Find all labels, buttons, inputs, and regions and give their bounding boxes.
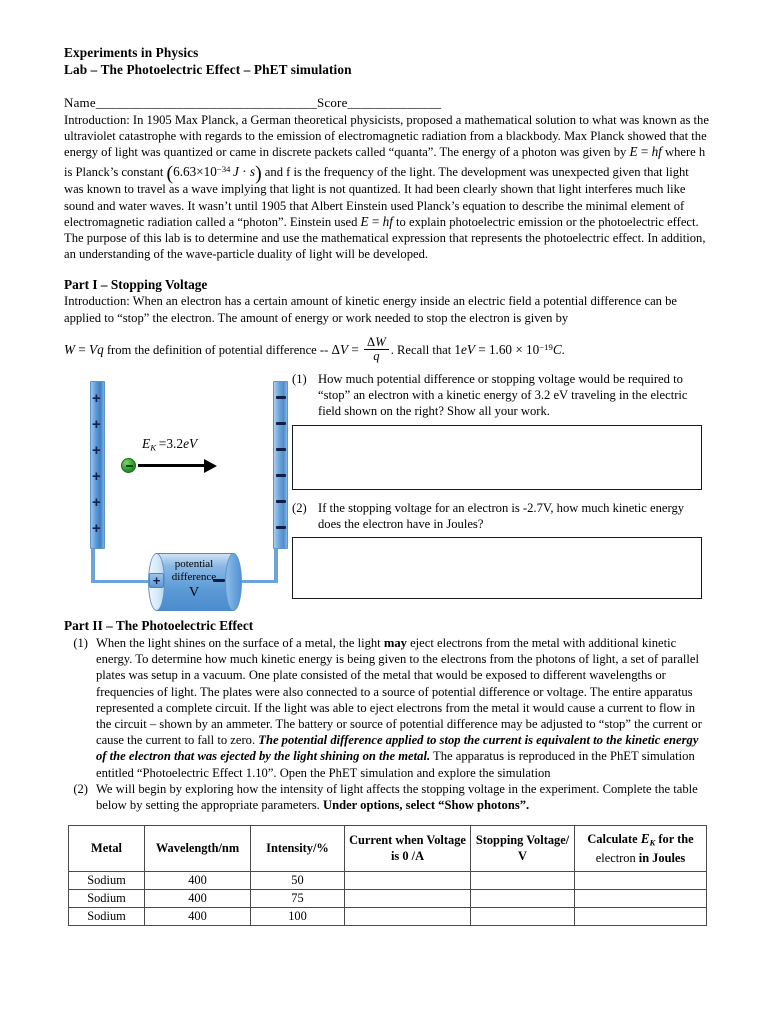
battery-positive-terminal: +	[149, 573, 164, 588]
p2-i2-seg1: We will begin by exploring how the intensity of light affects the stopping voltage in the experiment. Complete the table below by setting the appropriate parameters.	[96, 781, 698, 812]
cell-stopping-voltage[interactable]	[471, 872, 575, 890]
minus-sign-icon	[276, 396, 286, 399]
p2-i1-bold-may: may	[383, 635, 407, 650]
plus-sign-icon: +	[92, 493, 101, 511]
velocity-arrow-icon	[138, 464, 206, 467]
minus-sign-icon	[276, 422, 286, 425]
part-1-questions	[292, 371, 704, 599]
battery-cap-right	[225, 553, 242, 611]
question-1-text: How much potential difference or stopping voltage would be required to “stop” an electron with a kinetic energy of 3.2 eV traveling in the electric field shown on the right? Show all your work.	[318, 371, 688, 419]
minus-sign-icon	[276, 448, 286, 451]
part-1-equation-row	[64, 332, 710, 365]
part-2-item-2-text	[96, 781, 710, 813]
table-body	[69, 872, 707, 926]
p2-i1-bold-italic-statement: The potential difference applied to stop the current is equivalent to the kinetic energy of the electron that was ejected by the light shining on the metal.	[96, 733, 699, 764]
part-2-item-1	[64, 635, 710, 781]
intro-text-d: to explain photoelectric emission or the photoelectric effect. The purpose of this lab is to determine and use the mathematical expression that represents the photoelectric effect. In addition, an understanding of the wave-particle duality of light will be developed.	[64, 214, 706, 262]
table-row	[69, 890, 707, 908]
cell-stopping-voltage[interactable]	[471, 908, 575, 926]
column-header-metal: Metal	[69, 826, 145, 872]
cell-current[interactable]	[345, 872, 471, 890]
question-2	[292, 500, 704, 532]
plus-sign-icon: +	[92, 415, 101, 433]
p2-i1-seg1: When the light shines on the surface of a metal, the light	[96, 635, 384, 650]
table-row	[69, 908, 707, 926]
page-title	[64, 44, 710, 78]
part-2-heading: Part II – The Photoelectric Effect	[64, 617, 254, 633]
title-line-2: Lab – The Photoelectric Effect – PhET simulation	[64, 62, 352, 77]
battery-label	[162, 558, 226, 585]
calc-header-pre: Calculate	[587, 831, 641, 846]
column-header-wavelength: Wavelength/nm	[145, 826, 251, 872]
cell-wavelength[interactable]: 400	[145, 890, 251, 908]
minus-sign-icon	[276, 526, 286, 529]
equation-potential-difference: ΔV = $\frac{\Delta W}{q}$	[331, 342, 390, 357]
column-header-stopping-voltage: Stopping Voltage/ V	[471, 826, 575, 872]
battery-label-line-1: potential	[174, 557, 214, 570]
question-1-answer-box[interactable]	[292, 425, 702, 490]
cell-metal[interactable]: Sodium	[69, 890, 145, 908]
table-row	[69, 872, 707, 890]
p2-i1-seg3: The apparatus is reproduced in the PhET simulation entitled “Photoelectric Effect 1.10”. Open the PhET simulation and explore the simulation	[96, 749, 695, 780]
question-1	[292, 371, 704, 420]
cell-calculated-ek[interactable]	[575, 890, 707, 908]
part-2-item-1-text	[96, 635, 710, 781]
plus-sign-icon: +	[92, 389, 101, 407]
plus-sign-icon: +	[92, 441, 101, 459]
column-header-calculate-ek	[575, 826, 707, 872]
part-1-content-row	[64, 371, 710, 611]
question-2-answer-box[interactable]	[292, 537, 702, 599]
intro-text-a: Introduction: In 1905 Max Planck, a German theoretical physicists, proposed a mathematical solution to what was known as the ultraviolet catastrophe with regards to the emission of electromagnetic radiation from a blackbody. Max Planck showed that the energy of light was quantized or came in discrete packets called “quanta”. The energy of a photon was given by	[64, 113, 709, 160]
circuit-wire-right-vertical	[274, 549, 278, 583]
circuit-wire-left-horizontal	[91, 580, 153, 584]
minus-sign-icon	[276, 500, 286, 503]
circuit-wire-right-horizontal	[239, 580, 277, 584]
cell-current[interactable]	[345, 908, 471, 926]
question-2-text: If the stopping voltage for an electron is -2.7V, how much kinetic energy does the electron have in Joules?	[318, 500, 685, 531]
p2-i2-bold-instruction: Under options, select “Show photons”.	[322, 797, 530, 812]
equation-work: W = Vq	[64, 341, 104, 357]
calc-header-line2-b: in Joules	[638, 850, 686, 865]
equation-period: .	[561, 342, 565, 357]
calc-header-mid: for the	[655, 831, 694, 846]
introduction-paragraph	[64, 112, 710, 262]
part-1-introduction: Introduction: When an electron has a certain amount of kinetic energy inside an electric field a potential difference can be applied to “stop” the electron. The amount of energy or work needed to stop the electron is given by	[64, 294, 677, 325]
cell-intensity[interactable]: 100	[251, 908, 345, 926]
electron-icon	[121, 458, 136, 473]
cell-metal[interactable]: Sodium	[69, 872, 145, 890]
intro-text-b: where h is Planck’s constant	[64, 145, 706, 179]
electric-field-diagram	[76, 375, 306, 600]
part-2-item-2	[64, 781, 710, 813]
cell-metal[interactable]: Sodium	[69, 908, 145, 926]
measurements-table	[68, 825, 707, 926]
question-1-number: (1)	[292, 371, 307, 386]
equation-connector-text: from the definition of potential difference --	[103, 342, 332, 357]
equation-electron-volt: $1eV = 1.60 \times 10^{-19}C$	[454, 341, 562, 357]
battery-source	[148, 553, 242, 611]
minus-sign-icon	[276, 474, 286, 477]
question-2-number: (2)	[292, 500, 307, 515]
battery-unit-label: V	[188, 584, 200, 600]
cell-wavelength[interactable]: 400	[145, 908, 251, 926]
calc-header-line2-a: electron	[595, 850, 639, 865]
column-header-current: Current when Voltage is 0 /A	[345, 826, 471, 872]
equation-energy-photon: E = hf	[629, 144, 662, 160]
table-header-row	[69, 826, 707, 872]
part-2-item-1-number: (1)	[73, 635, 88, 650]
column-header-intensity: Intensity/%	[251, 826, 345, 872]
equation-recall-text: . Recall that	[390, 342, 455, 357]
equation-energy-photon-2: E = hf	[360, 213, 393, 229]
name-score-line[interactable]: Name_________________________________Score______________	[64, 95, 442, 110]
cell-intensity[interactable]: 50	[251, 872, 345, 890]
cell-calculated-ek[interactable]	[575, 872, 707, 890]
battery-label-line-2: difference	[171, 571, 217, 584]
cell-wavelength[interactable]: 400	[145, 872, 251, 890]
negative-plate	[273, 381, 288, 549]
cell-current[interactable]	[345, 890, 471, 908]
plus-sign-icon: +	[92, 519, 101, 537]
calc-header-symbol: $E_K$	[640, 830, 656, 848]
cell-intensity[interactable]: 75	[251, 890, 345, 908]
velocity-arrow-head-icon	[204, 459, 217, 473]
p2-i1-seg2: eject electrons from the metal with additional kinetic energy. To determine how much kinetic energy is being given to the electrons from the photons of light, a set of parallel plates was setup in a vacuum. One plate consisted of the metal that would be exposed to different wavelengths or frequencies of light. The plates were also connected to a source of potential difference or voltage. The entire apparatus represented a complete circuit. If the light was able to eject electrons from the metal it would cause a current to flow in the circuit – shown by an ammeter. The battery or source of potential difference may be adjusted to “stop” the current or cause the current to fall to zero.	[96, 635, 702, 748]
part-2-item-2-number: (2)	[73, 781, 88, 796]
kinetic-energy-label: $E_K =3.2eV$	[142, 435, 198, 453]
part-1-heading: Part I – Stopping Voltage	[64, 277, 208, 293]
plus-sign-icon: +	[92, 467, 101, 485]
cell-calculated-ek[interactable]	[575, 908, 707, 926]
equation-planck-constant: ($6.63\times 10^{-34}$ J · s)	[166, 162, 262, 185]
circuit-wire-left-vertical	[91, 549, 95, 583]
cell-stopping-voltage[interactable]	[471, 890, 575, 908]
intro-text-c: and f is the frequency of the light. The development was unexpected given that light was known to travel as a wave implying that light is not quantized. It had been clearly shown that light interferes much like sound and water waves. It wasn’t until 1905 that Albert Einstein used Planck’s equation to describe the minimal element of electromagnetic radiation called a “photon”. Einstein used	[64, 164, 689, 229]
title-line-1: Experiments in Physics	[64, 45, 199, 60]
part-2-list	[64, 635, 710, 813]
